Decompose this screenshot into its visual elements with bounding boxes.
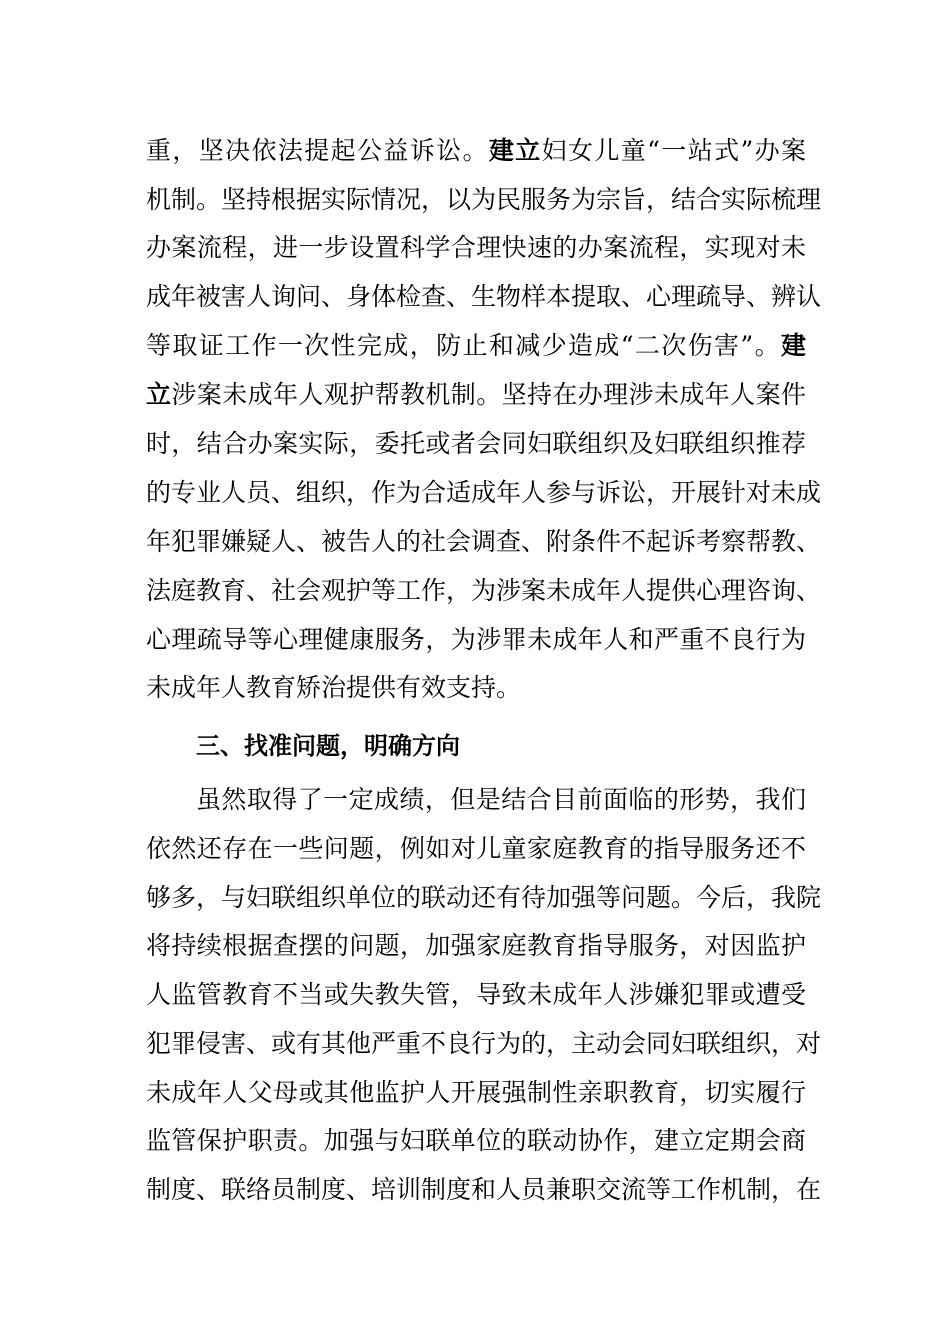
text-run: 法庭教育、社会观护等工作，为涉案未成年人提供心理咨询、 [146,576,822,605]
text-run: 重，坚决依法提起公益诉讼。 [146,136,489,165]
bold-keyword: 建 [780,331,806,360]
text-line [146,180,822,220]
text-line [146,326,806,366]
text-line [146,668,806,708]
text-line: 犯罪侵害、或有其他严重不良行为的，主动会同妇联组织，对 [146,1029,822,1058]
text-line [146,131,806,171]
text-line [146,424,806,464]
text-run: 心理疏导等心理健康服务，为涉罪未成年人和严重不良行为 [146,625,806,654]
text-line [146,277,822,317]
text-line: 未成年人父母或其他监护人开展强制性亲职教育，切实履行 [146,1078,806,1107]
text-run: 涉案未成年人观护帮教机制。坚持在办理涉未成年人案件 [171,380,806,409]
bold-keyword: 立 [146,380,172,409]
text-line [146,473,822,513]
text-line: 将持续根据查摆的问题，加强家庭教育指导服务，对因监护 [146,931,806,960]
text-run: 时，结合办案实际，委托或者会同妇联组织及妇联组织推荐 [146,429,806,458]
text-run: 未成年人教育矫治提供有效支持。 [146,673,522,702]
bold-keyword: 建立 [488,136,542,165]
text-line: 虽然取得了一定成绩，但是结合目前面临的形势，我们 [196,785,806,814]
text-line: 够多，与妇联组织单位的联动还有待加强等问题。今后，我院 [146,883,822,912]
text-run: 等取证工作一次性完成，防止和减少造成“二次伤害”。 [146,331,781,360]
text-run: 机制。坚持根据实际情况，以为民服务为宗旨，结合实际梳理 [146,185,822,214]
text-line: 依然还存在一些问题，例如对儿童家庭教育的指导服务还不 [146,834,806,863]
text-line [146,228,806,268]
text-line [146,522,822,562]
text-run: 的专业人员、组织，作为合适成年人参与诉讼，开展针对未成 [146,478,822,507]
text-line [146,375,806,415]
text-line [146,571,822,611]
text-run: 妇女儿童“一站式”办案 [541,136,806,165]
text-line: 制度、联络员制度、培训制度和人员兼职交流等工作机制，在 [146,1175,822,1204]
text-run: 成年被害人询问、身体检查、生物样本提取、心理疏导、辨认 [146,282,822,311]
text-line [146,620,806,660]
text-line: 监管保护职责。加强与妇联单位的联动协作，建立定期会商 [146,1126,806,1155]
text-line: 人监管教育不当或失教失管，导致未成年人涉嫌犯罪或遭受 [146,980,806,1009]
text-run: 办案流程，进一步设置科学合理快速的办案流程，实现对未 [146,233,806,262]
section-heading: 三、找准问题，明确方向 [196,732,460,760]
text-run: 年犯罪嫌疑人、被告人的社会调查、附条件不起诉考察帮教、 [146,527,822,556]
